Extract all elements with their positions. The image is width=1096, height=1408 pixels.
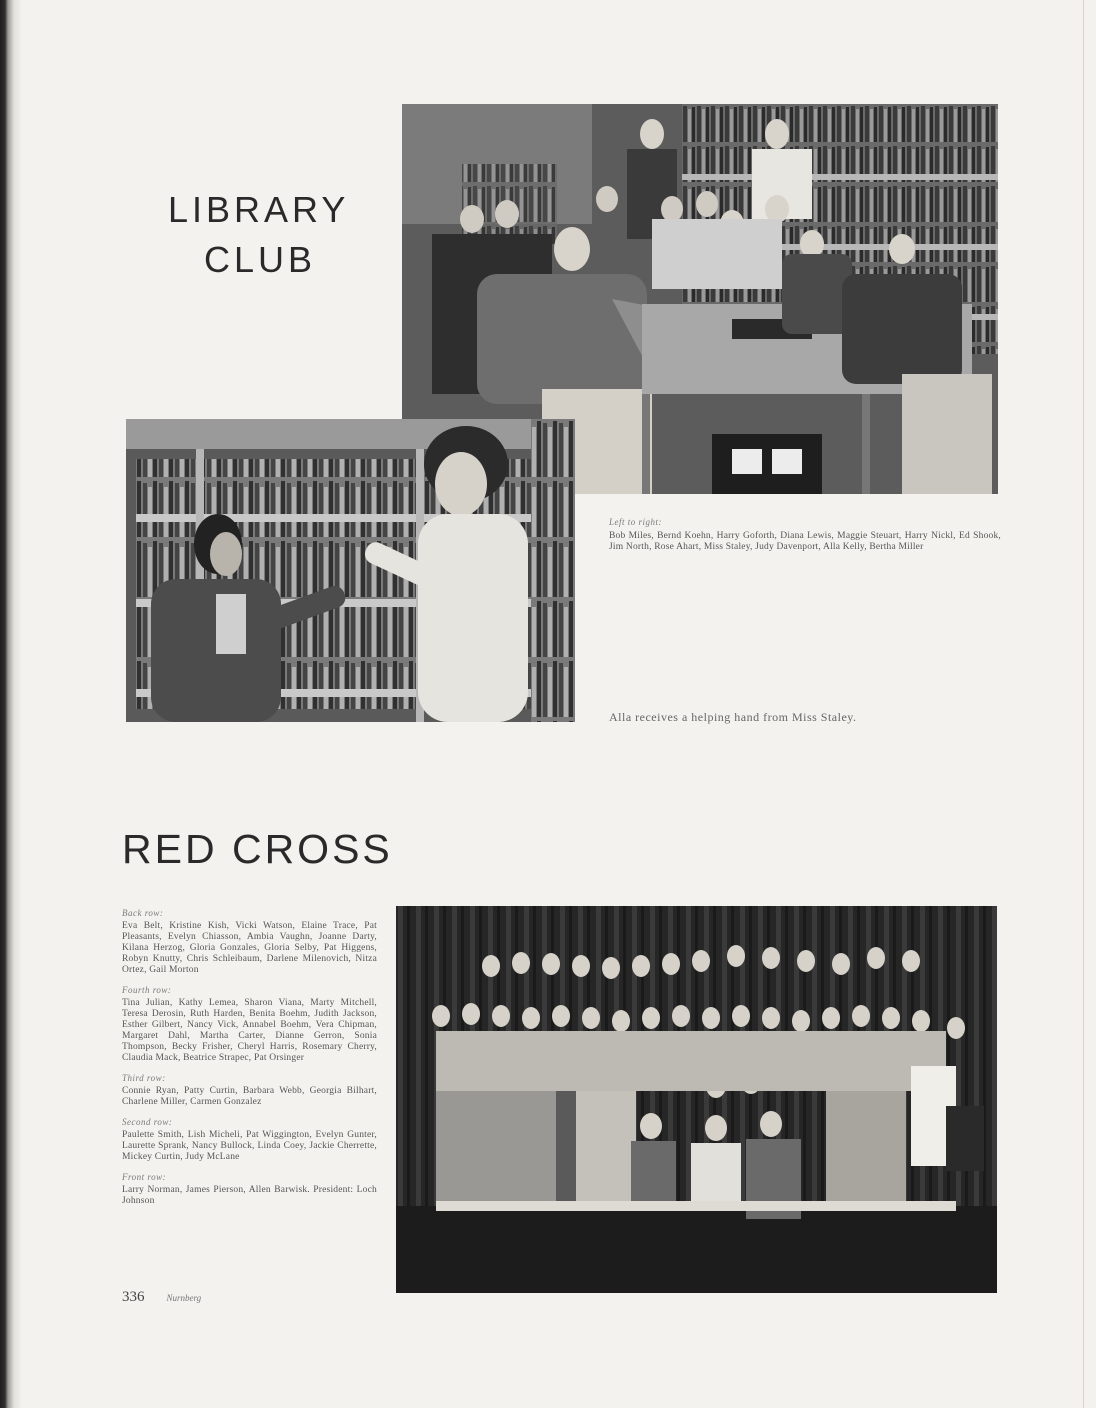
red-cross-title: RED CROSS — [122, 826, 393, 872]
page-edge-rule — [1083, 0, 1084, 1408]
row-label: Third row: — [122, 1073, 166, 1083]
row-label: Back row: — [122, 908, 164, 918]
red-cross-row-third — [122, 1073, 377, 1108]
row-names: Eva Belt, Kristine Kish, Vicki Watson, Elaine Trace, Pat Pleasants, Evelyn Chiasson, Ambia Vaughn, Joanne Darty, Kilana Herzog, Gloria Gonzales, Gloria Selby, Pat Higgens, Robyn Knutty, Chris Schleibaum, Darlene Milenovich, Nitza Ortez, Gail Morton — [122, 921, 377, 975]
library-caption-label: Left to right: — [609, 517, 663, 527]
page-footer — [122, 1288, 201, 1306]
row-label: Front row: — [122, 1172, 167, 1182]
row-names: Larry Norman, James Pierson, Allen Barwisk. President: Loch Johnson — [122, 1185, 377, 1206]
red-cross-row-front — [122, 1172, 377, 1207]
library-club-title-line1: LIBRARY — [168, 189, 350, 230]
library-club-caption — [609, 517, 1001, 553]
binding-edge — [0, 0, 22, 1408]
library-photo2-caption: Alla receives a helping hand from Miss Staley. — [609, 710, 857, 724]
row-names: Tina Julian, Kathy Lemea, Sharon Viana, Marty Mitchell, Teresa Derosin, Ruth Harden, Benita Boehm, Judith Jackson, Esther Gilbert, Nancy Vick, Annabel Boehm, Vera Chipman, Margaret Dahl, Martha Carter, Dianne Gerron, Sonia Thompson, Becky Frisher, Cheryl Harris, Rosemary Cherry, Claudia Mack, Beatrice Strapec, Pat Orsinger — [122, 998, 377, 1063]
row-names: Connie Ryan, Patty Curtin, Barbara Webb, Georgia Bilhart, Charlene Miller, Carmen Gonzalez — [122, 1086, 377, 1107]
library-club-title-line2: CLUB — [204, 239, 317, 280]
red-cross-row-fourth — [122, 985, 377, 1064]
page-number: 336 — [122, 1289, 145, 1305]
red-cross-row-second — [122, 1117, 377, 1163]
row-label: Fourth row: — [122, 985, 172, 995]
red-cross-row-back — [122, 908, 377, 976]
book-title: Nurnberg — [166, 1293, 202, 1303]
red-cross-group-photo — [396, 906, 997, 1293]
row-names: Paulette Smith, Lish Micheli, Pat Wiggington, Evelyn Gunter, Laurette Sprank, Nancy Bullock, Linda Coey, Jackie Cherrette, Mickey Curtin, Judy McLane — [122, 1130, 377, 1162]
library-bookshelf-photo — [126, 419, 575, 722]
row-label: Second row: — [122, 1117, 173, 1127]
red-cross-name-list — [122, 908, 377, 1216]
library-caption-names: Bob Miles, Bernd Koehn, Harry Goforth, Diana Lewis, Maggie Steuart, Harry Nickl, Ed Shook, Jim North, Rose Ahart, Miss Staley, Judy Davenport, Alla Kelly, Bertha Miller — [609, 531, 1001, 552]
